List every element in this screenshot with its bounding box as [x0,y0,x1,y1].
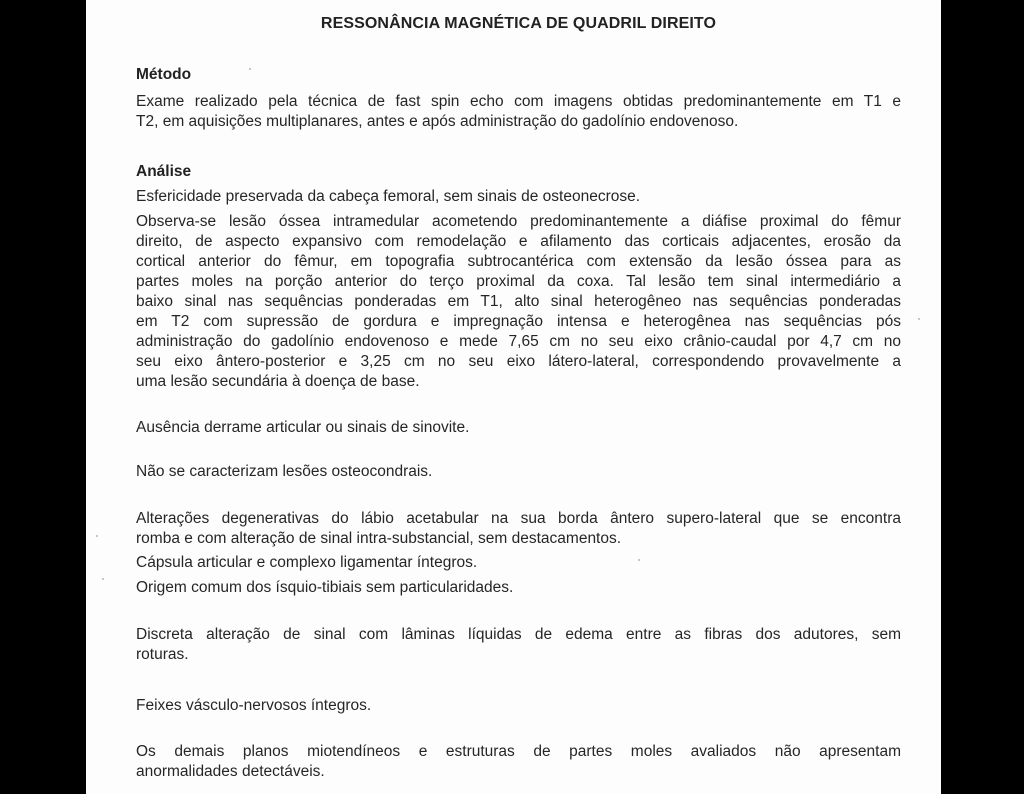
analysis-paragraph-labrum [136,509,901,549]
paragraph-line: Feixes vásculo-nervosos íntegros. [136,697,372,714]
analysis-heading: Análise [136,163,192,180]
paragraph-line: administração do gadolínio endovenoso e mede 7,65 cm no seu eixo crânio-caudal por 4,7 cm no [136,333,901,350]
analysis-paragraph-effusion [136,418,901,438]
paragraph-line: baixo sinal nas sequências ponderadas em T1, alto sinal heterogêneo nas sequências ponderadas [136,293,901,310]
paragraph-line: Observa-se lesão óssea intramedular acometendo predominantemente a diáfise proximal do fêmur [136,213,901,230]
paragraph-line: roturas. [136,646,189,663]
method-paragraph [136,92,901,132]
analysis-paragraph-soft-tissue [136,742,901,782]
analysis-paragraph-adductors [136,625,901,665]
document-page [86,0,941,794]
scan-speck [918,318,920,320]
method-line: T2, em aquisições multiplanares, antes e após administração do gadolínio endovenoso. [136,113,739,130]
paragraph-line: Os demais planos miotendíneos e estruturas de partes moles avaliados não apresentam [136,743,901,760]
paragraph-line: Ausência derrame articular ou sinais de sinovite. [136,419,470,436]
scan-speck [249,68,251,70]
method-heading: Método [136,66,192,83]
paragraph-line: Cápsula articular e complexo ligamentar íntegros. [136,554,478,571]
paragraph-line: seu eixo ântero-posterior e 3,25 cm no seu eixo látero-lateral, correspondendo provavelmente a [136,353,901,370]
paragraph-line: Não se caracterizam lesões osteocondrais. [136,463,433,480]
method-line: Exame realizado pela técnica de fast spin echo com imagens obtidas predominantemente em T1 e [136,93,901,110]
paragraph-line: direito, de aspecto expansivo com remodelação e afilamento das corticais adjacentes, erosão da [136,233,901,250]
paragraph-line: em T2 com supressão de gordura e impregnação intensa e heterogênea nas sequências pós [136,313,901,330]
document-title: RESSONÂNCIA MAGNÉTICA DE QUADRIL DIREITO [320,15,717,32]
paragraph-line: Alterações degenerativas do lábio acetabular na sua borda ântero supero-lateral que se encontra [136,510,901,527]
paragraph-line: romba e com alteração de sinal intra-substancial, sem destacamentos. [136,530,622,547]
paragraph-line: Esfericidade preservada da cabeça femoral, sem sinais de osteonecrose. [136,188,641,205]
analysis-paragraph-neurovascular [136,696,901,716]
analysis-paragraph-osteochondral [136,462,901,482]
paragraph-line: partes moles na porção anterior do terço proximal da coxa. Tal lesão tem sinal intermediário a [136,273,901,290]
paragraph-line: anormalidades detectáveis. [136,763,325,780]
paragraph-line: uma lesão secundária à doença de base. [136,373,420,390]
scan-speck [638,559,640,561]
paragraph-line: Origem comum dos ísquio-tibiais sem particularidades. [136,579,514,596]
scan-speck [102,578,104,580]
analysis-paragraph-capsule [136,553,901,573]
analysis-paragraph-femoral-head [136,187,901,207]
analysis-paragraph-hamstrings [136,578,901,598]
analysis-paragraph-lesion [136,212,901,392]
paragraph-line: cortical anterior do fêmur, em topografia subtrocantérica com extensão da lesão óssea para as [136,253,901,270]
scan-speck [96,535,98,537]
paragraph-line: Discreta alteração de sinal com lâminas líquidas de edema entre as fibras dos adutores, sem [136,626,901,643]
